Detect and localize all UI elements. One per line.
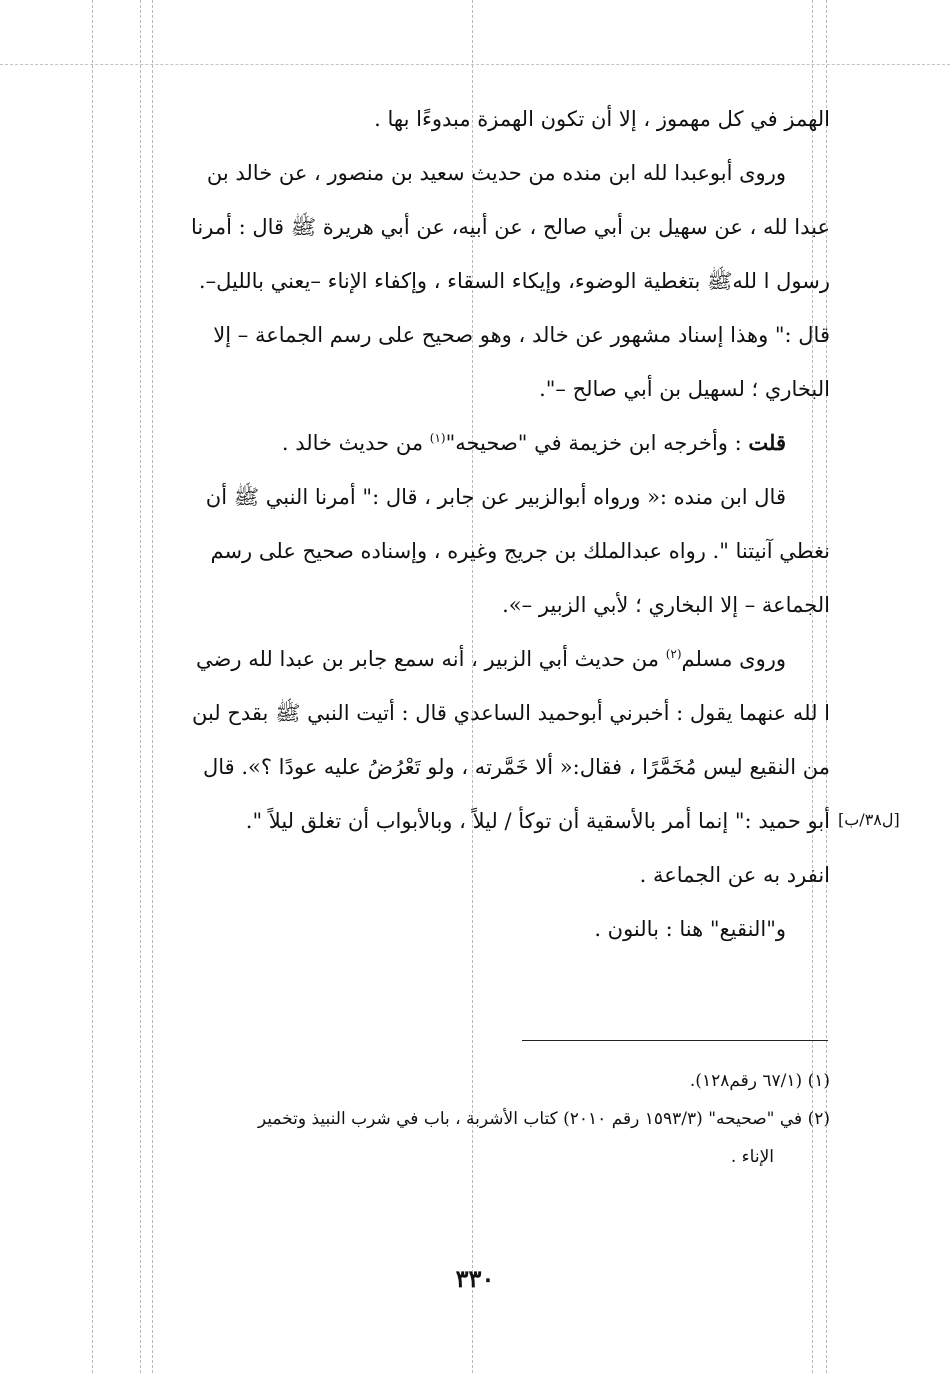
text-line: وروى أبوعبدا لله ابن منده من حديث سعيد بن منصور ، عن خالد بن [206, 161, 786, 185]
footnote-separator [522, 1040, 828, 1041]
text-line: قال ابن منده :« ورواه أبوالزبير عن جابر ، قال :" أمرنا النبي ﷺ أن [205, 485, 786, 509]
manuscript-folio-reference: [ل٣٨/ب] [838, 810, 900, 829]
text-line: من النقيع ليس مُخَمَّرًا ، فقال:« ألا خَمَّرته ، ولو تَعْرُضُ عليه عودًا ؟». قال [202, 755, 830, 779]
text-line: ا لله عنهما يقول : أخبرني أبوحميد الساعدي قال : أتيت النبي ﷺ بقدح لبن [191, 701, 830, 725]
text-line: عبدا لله ، عن سهيل بن أبي صالح ، عن أبيه، عن أبي هريرة ﷺ قال : أمرنا [190, 215, 830, 239]
text-line: نغطي آنيتنا ". رواه عبدالملك بن جريج وغيره ، وإسناده صحيح على رسم [210, 539, 830, 563]
text-line: قال :" وهذا إسناد مشهور عن خالد ، وهو صحيح على رسم الجماعة – إلا [213, 323, 830, 347]
text-line: و"النقيع" هنا : بالنون . [594, 917, 786, 941]
text-line: وروى مسلم$^{(٢)}$ من حديث أبي الزبير ، أنه سمع جابر بن عبدا لله رضي [196, 647, 786, 671]
text-line: رسول ا للهﷺ بتغطية الوضوء، وإيكاء السقاء ، وإكفاء الإناء –يعني بالليل–. [198, 269, 830, 293]
guide-line [92, 0, 93, 1373]
text-line: البخاري ؛ لسهيل بن أبي صالح –". [539, 377, 830, 401]
footnote-marker-1[interactable]: (١) [429, 431, 446, 445]
guide-line [0, 64, 950, 65]
footnotes [110, 1062, 830, 1176]
main-text [110, 92, 830, 956]
qultu-heading: قلت [748, 430, 786, 455]
text-line: انفرد به عن الجماعة . [639, 863, 830, 887]
text-line: الجماعة – إلا البخاري ؛ لأبي الزبير –». [502, 593, 830, 617]
page-number: ٣٣٠ [455, 1264, 495, 1293]
footnote-marker-2[interactable]: (٢) [665, 647, 682, 661]
text-line: قلت : وأخرجه ابن خزيمة في "صحيحه"$^{(١)}$ من حديث خالد . [281, 430, 786, 455]
text-line: أبو حميد :" إنما أمر بالأسقية أن توكأ / ليلاً ، وبالأبواب أن تغلق ليلاً ". [245, 809, 830, 833]
footnote: (٢) في "صحيحه" (١٥٩٣/٣ رقم ٢٠١٠) كتاب الأشربة ، باب في شرب النبيذ وتخمير [257, 1109, 830, 1129]
footnote: (١) (٦٧/١ رقم١٢٨). [689, 1071, 830, 1091]
footnote-continuation: الإناء . [730, 1147, 774, 1167]
text-line: الهمز في كل مهموز ، إلا أن تكون الهمزة مبدوءًا بها . [374, 107, 830, 131]
